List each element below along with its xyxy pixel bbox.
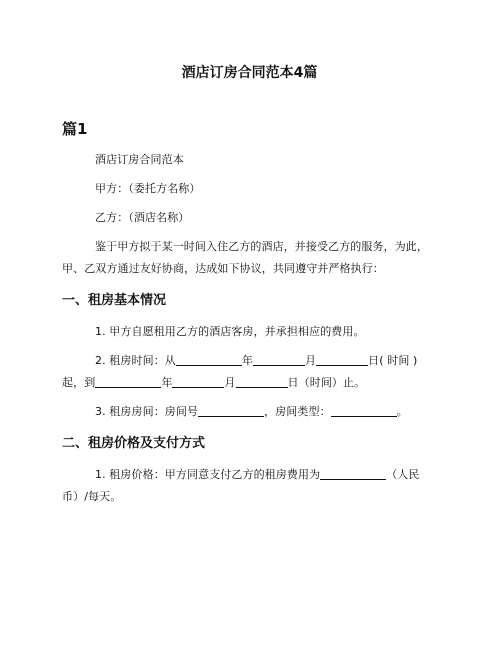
section-1-item-2 xyxy=(62,350,437,394)
room-number-label: 3. 租房房间：房间号 xyxy=(95,405,199,418)
room-type-label: ，房间类型： xyxy=(264,405,331,418)
rental-price-blank xyxy=(320,465,386,480)
month-label: 月 xyxy=(305,354,317,367)
room-number-blank xyxy=(198,402,264,417)
rental-price-unit: （人民币）/每天。 xyxy=(62,468,420,503)
chapter-heading: 篇1 xyxy=(62,120,88,138)
room-type-blank xyxy=(331,402,397,417)
end-month-blank xyxy=(172,373,224,388)
end-year-blank xyxy=(95,373,161,388)
section-2-heading: 二、租房价格及支付方式 xyxy=(62,436,206,451)
party-a-line: 甲方：（委托方名称） xyxy=(95,182,201,195)
section-1-item-3 xyxy=(62,401,437,423)
rental-period-start-label: 2. 租房时间：从 xyxy=(95,354,176,367)
section-1-heading: 一、租房基本情况 xyxy=(62,293,167,308)
start-time-label: 日( 时间 )起，到 xyxy=(62,354,418,389)
end-time-label: 日（时间）止。 xyxy=(287,376,366,389)
year-label: 年 xyxy=(241,354,254,367)
room-type-end: 。 xyxy=(396,405,408,418)
start-month-blank xyxy=(253,351,305,366)
end-day-blank xyxy=(236,373,288,388)
document-title: 酒店订房合同范本4篇 xyxy=(181,65,318,81)
section-1-item-1: 1. 甲方自愿租用乙方的酒店客房，并承担相应的费用。 xyxy=(95,325,365,338)
rental-price-label: 1. 租房价格：甲方同意支付乙方的租房费用为 xyxy=(95,468,321,481)
end-month-label: 月 xyxy=(224,376,236,389)
section-2-item-1 xyxy=(62,464,437,508)
contract-name: 酒店订房合同范本 xyxy=(95,153,184,166)
start-day-blank xyxy=(316,351,368,366)
end-year-label: 年 xyxy=(161,376,173,389)
preamble-paragraph: 鉴于甲方拟于某一时间入住乙方的酒店，并接受乙方的服务，为此，甲、乙双方通过友好协商，达成如下协议，共同遵守并严格执行： xyxy=(62,240,428,275)
start-year-blank xyxy=(176,351,242,366)
party-b-line: 乙方：（酒店名称） xyxy=(95,211,190,224)
